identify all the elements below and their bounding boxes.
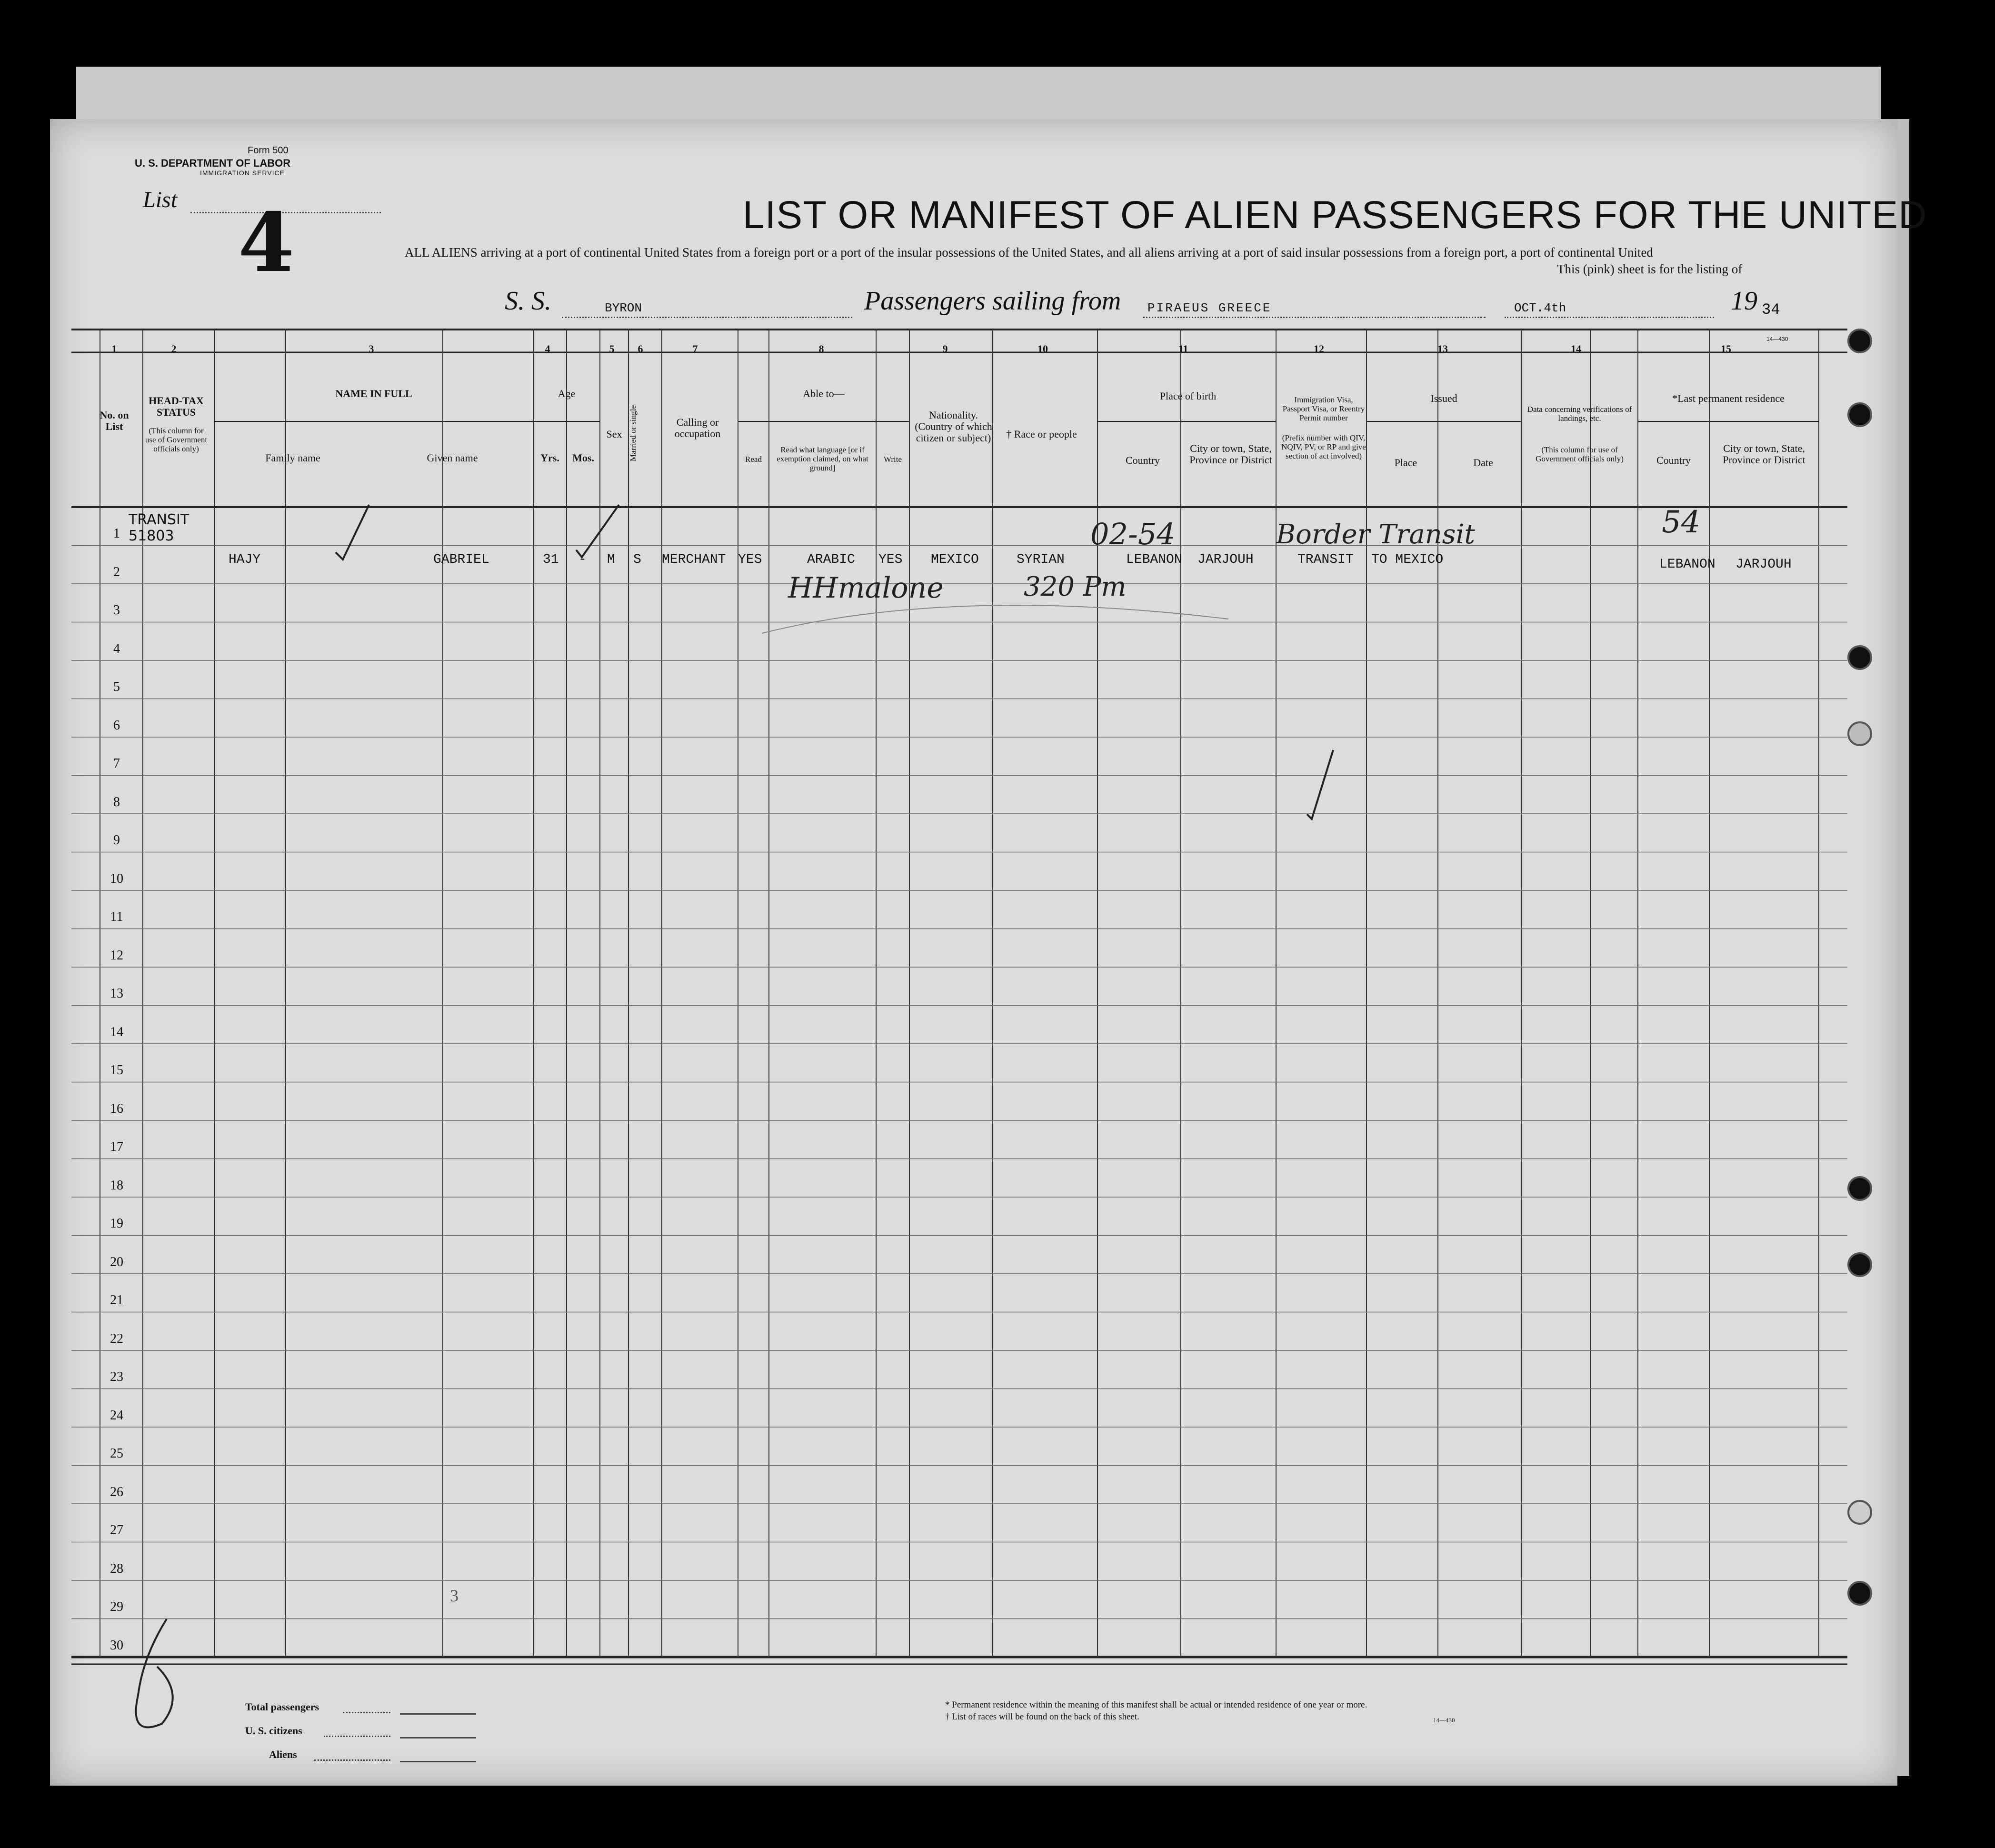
header-visa: Immigration Visa, Passport Visa, or Reentry Permit number	[1282, 395, 1365, 422]
header-issued: Issued	[1430, 392, 1457, 404]
column-number: 10	[1037, 343, 1048, 355]
visa-cell[interactable]: TRANSIT	[1297, 552, 1354, 567]
dot-leader	[314, 1759, 390, 1761]
year-field[interactable]: 34	[1762, 301, 1780, 319]
row-number: 26	[110, 1484, 123, 1499]
dot-leader	[324, 1736, 390, 1737]
row-number: 27	[110, 1523, 123, 1538]
column-number: 3	[369, 343, 374, 355]
handwritten-signature: HHmalone	[788, 571, 944, 605]
sailing-date-field[interactable]: OCT.4th	[1514, 301, 1566, 315]
ship-name-field[interactable]: BYRON	[605, 301, 642, 315]
header-birth-city: City or town, State, Province or District	[1189, 442, 1272, 466]
family-name-cell[interactable]: HAJY	[229, 552, 261, 567]
marital-status-cell[interactable]: S	[633, 552, 641, 567]
header-calling: Calling or occupation	[674, 416, 721, 440]
check-mark-age	[576, 505, 619, 557]
form-code-bottom: 14—430	[1433, 1717, 1455, 1724]
residence-country-cell[interactable]: LEBANON	[1659, 557, 1716, 572]
header-residence-city: City or town, State, Province or District	[1723, 442, 1805, 466]
given-name-cell[interactable]: GABRIEL	[433, 552, 489, 567]
total-passengers-field[interactable]	[400, 1713, 476, 1715]
age-months-cell[interactable]: -	[579, 552, 587, 567]
row-number: 13	[110, 986, 123, 1001]
row-number: 14	[110, 1024, 123, 1039]
sailing-label: Passengers sailing from	[864, 286, 1121, 316]
column-number: 4	[545, 343, 550, 355]
row-number: 9	[113, 833, 120, 848]
total-passengers-label: Total passengers	[245, 1701, 319, 1713]
header-residence-country: Country	[1656, 454, 1691, 466]
row-number: 15	[110, 1063, 123, 1078]
header-landings: Data concerning verifications of landings, etc.	[1527, 405, 1632, 423]
row-number: 2	[113, 564, 120, 579]
column-number: 2	[171, 343, 177, 355]
list-label: List	[143, 187, 178, 212]
handwritten-time: 320 Pm	[1024, 571, 1127, 602]
binder-hole	[1847, 329, 1872, 353]
binder-hole	[1847, 1500, 1872, 1525]
nationality-cell[interactable]: MEXICO	[931, 552, 979, 567]
column-number: 12	[1314, 343, 1324, 355]
header-months: Mos.	[572, 452, 594, 464]
list-number: 4	[238, 195, 295, 290]
binder-hole	[1847, 1176, 1872, 1201]
column-number: 1	[111, 343, 117, 355]
row-number: 16	[110, 1101, 123, 1116]
column-number: 8	[818, 343, 824, 355]
occupation-cell[interactable]: MERCHANT	[662, 552, 726, 567]
header-race: † Race or people	[1006, 428, 1077, 440]
row-number: 29	[110, 1599, 123, 1614]
header-birth-country: Country	[1125, 454, 1160, 466]
ship-label: S. S.	[505, 286, 551, 316]
column-number: 13	[1437, 343, 1448, 355]
header-visa-note: (Prefix number with QIV, NQIV, PV, or RP and give section of act involved)	[1281, 433, 1366, 460]
handwritten-border-transit: Border Transit	[1276, 519, 1475, 550]
row-number: 1	[113, 526, 120, 541]
header-age: Age	[558, 388, 576, 400]
row-number: 24	[110, 1408, 123, 1423]
header-head-tax-note: (This column for use of Government officials only)	[145, 426, 208, 453]
row-number: 11	[110, 909, 123, 924]
sex-cell[interactable]: M	[607, 552, 615, 567]
row-number: 20	[110, 1254, 123, 1269]
us-citizens-label: U. S. citizens	[245, 1725, 302, 1737]
header-last-residence: *Last permanent residence	[1672, 392, 1785, 404]
race-cell[interactable]: SYRIAN	[1017, 552, 1065, 567]
row-number: 4	[113, 641, 120, 656]
header-read-language: Read what language [or if exemption claimed, on what ground]	[777, 445, 868, 472]
row-number: 12	[110, 948, 123, 963]
write-cell[interactable]: YES	[878, 552, 903, 567]
header-years: Yrs.	[540, 452, 559, 464]
language-cell[interactable]: ARABIC	[807, 552, 855, 567]
page-title: LIST OR MANIFEST OF ALIEN PASSENGERS FOR THE UNITED	[743, 193, 1927, 237]
header-place-of-birth: Place of birth	[1159, 390, 1217, 402]
header-able-to: Able to—	[803, 388, 845, 400]
check-mark-visa	[1307, 750, 1333, 819]
row-number: 19	[110, 1216, 123, 1231]
binder-hole	[1847, 402, 1872, 427]
binder-hole	[1847, 645, 1872, 670]
header-read: Read	[745, 455, 762, 464]
header-name-in-full: NAME IN FULL	[335, 388, 412, 400]
handwritten-birth-code: 02-54	[1090, 517, 1176, 551]
column-number: 14	[1571, 343, 1581, 355]
year-prefix: 19	[1731, 286, 1757, 316]
row-number: 6	[113, 718, 120, 733]
header-sex: Sex	[606, 428, 622, 440]
read-cell[interactable]: YES	[738, 552, 762, 567]
footer-scribble	[136, 1619, 173, 1728]
footnote-residence: * Permanent residence within the meaning of this manifest shall be actual or intended residence of one year or more.	[945, 1700, 1367, 1710]
footnote-races: † List of races will be found on the back of this sheet.	[945, 1712, 1139, 1722]
header-write: Write	[883, 455, 902, 464]
page-subtitle-note: This (pink) sheet is for the listing of	[1557, 262, 1743, 276]
row-number: 21	[110, 1293, 123, 1308]
column-number: 15	[1721, 343, 1731, 355]
header-issued-date: Date	[1473, 457, 1493, 469]
binder-hole	[1847, 1581, 1872, 1606]
row-number: 17	[110, 1139, 123, 1154]
age-years-cell[interactable]: 31	[543, 552, 559, 567]
column-number: 11	[1178, 343, 1188, 355]
header-no-on-list: No. on List	[100, 409, 129, 432]
birth-city-cell[interactable]: JARJOUH	[1197, 552, 1254, 567]
row-number: 7	[113, 756, 120, 771]
column-number: 5	[609, 343, 615, 355]
faint-stroke	[762, 605, 1228, 633]
row-number: 10	[110, 871, 123, 886]
service-name: IMMIGRATION SERVICE	[200, 169, 285, 177]
header-given-name: Given name	[427, 452, 478, 464]
header-landings-note: (This column for use of Government officials only)	[1536, 445, 1624, 463]
sailing-port-field[interactable]: PIRAEUS GREECE	[1147, 301, 1272, 315]
row-number: 30	[110, 1638, 123, 1653]
row-number: 5	[113, 679, 120, 694]
column-number: 9	[942, 343, 948, 355]
page-mark: 3	[450, 1586, 459, 1605]
binder-hole	[1847, 1252, 1872, 1277]
handwritten-residence-code: 54	[1662, 505, 1701, 540]
form-code-top: 14—430	[1766, 336, 1788, 342]
residence-city-cell[interactable]: JARJOUH	[1736, 557, 1792, 572]
header-family-name: Family name	[265, 452, 320, 464]
header-married: Married or single	[628, 405, 638, 462]
column-number: 6	[638, 343, 643, 355]
dot-leader	[343, 1712, 390, 1713]
head-tax-status[interactable]: TRANSIT 51803	[129, 511, 190, 544]
column-number: 7	[692, 343, 698, 355]
page-subtitle: ALL ALIENS arriving at a port of continental United States from a foreign port or a port of the insular possessions of the United States, and all aliens arriving at a port of said insular possessions from a foreign port, a port of continental United	[405, 245, 1653, 260]
row-number: 18	[110, 1178, 123, 1193]
aliens-label: Aliens	[269, 1748, 297, 1760]
us-citizens-field[interactable]	[400, 1737, 476, 1738]
header-issued-place: Place	[1394, 457, 1417, 469]
row-number: 28	[110, 1561, 123, 1576]
row-number: 8	[113, 794, 120, 809]
issued-place-cell[interactable]: TO MEXICO	[1371, 552, 1444, 567]
department-name: U. S. DEPARTMENT OF LABOR	[135, 157, 291, 169]
form-number: Form 500	[248, 145, 289, 156]
header-nationality: Nationality. (Country of which citizen or subject)	[915, 409, 992, 444]
row-number: 3	[113, 603, 120, 618]
aliens-field[interactable]	[400, 1761, 476, 1762]
row-number: 23	[110, 1369, 123, 1384]
binder-hole	[1847, 721, 1872, 746]
check-mark-family	[336, 505, 369, 559]
header-head-tax: HEAD-TAX STATUS	[149, 395, 204, 418]
row-number: 25	[110, 1446, 123, 1461]
birth-country-cell[interactable]: LEBANON	[1126, 552, 1182, 567]
row-number: 22	[110, 1331, 123, 1346]
